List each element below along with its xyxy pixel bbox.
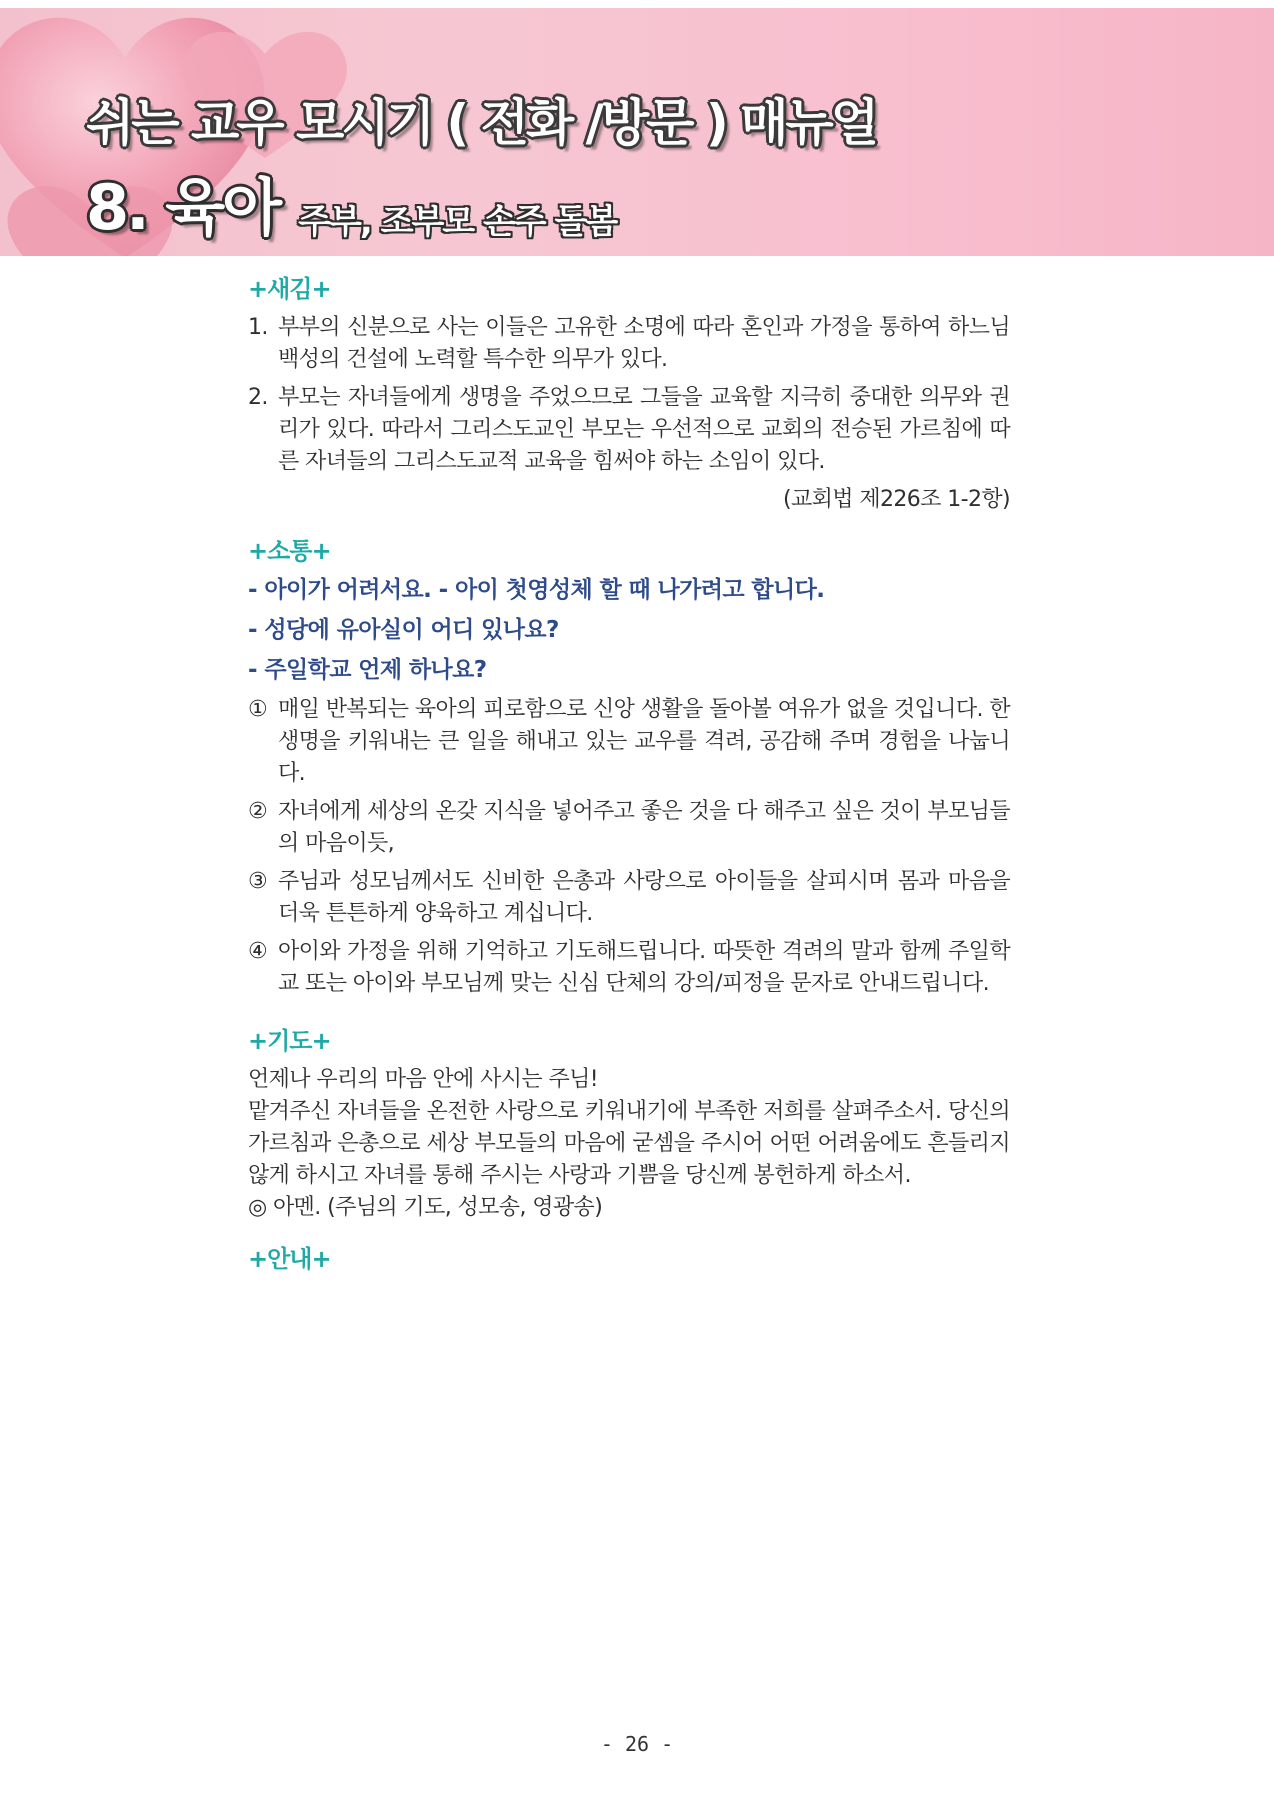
page-number: - 26 - bbox=[600, 1732, 674, 1756]
item-number: ② bbox=[248, 799, 268, 824]
item-text: 매일 반복되는 육아의 피로함으로 신앙 생활을 돌아볼 여유가 없을 것입니다. 한 생명을 키워내는 큰 일을 해내고 있는 교우를 격려, 공감해 주며 경험을 나눕니다. bbox=[278, 697, 1010, 786]
dialogue-line: - 성당에 유아실이 어디 있나요? bbox=[248, 617, 559, 643]
section-spacer bbox=[248, 1224, 1010, 1242]
section-spacer bbox=[248, 1006, 1010, 1024]
section-saegim bbox=[248, 272, 1010, 516]
prayer-closing: ◎ 아멘. (주님의 기도, 성모송, 영광송) bbox=[248, 1195, 603, 1220]
section-heading: +기도+ bbox=[248, 1027, 331, 1055]
item-text: 부부의 신분으로 사는 이들은 고유한 소명에 따라 혼인과 가정을 통하여 하느님 백성의 건설에 노력할 특수한 의무가 있다. bbox=[278, 315, 1010, 372]
header-banner bbox=[0, 8, 1274, 256]
prayer-opening: 언제나 우리의 마음 안에 사시는 주님! bbox=[248, 1067, 598, 1092]
list-item bbox=[248, 866, 1010, 930]
dialogue-line: - 주일학교 언제 하나요? bbox=[248, 657, 487, 683]
list-item bbox=[248, 796, 1010, 860]
main-content bbox=[248, 272, 1010, 1282]
item-number: ③ bbox=[248, 869, 268, 894]
chapter-number: 8. 육아 bbox=[86, 171, 280, 244]
list-item bbox=[248, 694, 1010, 790]
item-number: ① bbox=[248, 697, 268, 722]
page-title: 쉬는 교우 모시기 ( 전화 /방문 ) 매뉴얼 bbox=[86, 94, 877, 152]
section-sotong bbox=[248, 534, 1010, 1000]
item-number: ④ bbox=[248, 939, 268, 964]
prayer-body: 맡겨주신 자녀들을 온전한 사랑으로 키워내기에 부족한 저희를 살펴주소서. 당신의 가르침과 은총으로 세상 부모들의 마음에 굳셈을 주시어 어떤 어려움에도 흔들리지 않게 하시고 자녀를 통해 주시는 사랑과 기쁨을 당신께 봉헌하게 하소서. bbox=[248, 1099, 1010, 1188]
item-text: 부모는 자녀들에게 생명을 주었으므로 그들을 교육할 지극히 중대한 의무와 권리가 있다. 따라서 그리스도교인 부모는 우선적으로 교회의 전승된 가르침에 따른 자녀들의 그리스도교적 교육을 힘써야 하는 소임이 있다. bbox=[278, 385, 1010, 474]
item-text: 자녀에게 세상의 온갖 지식을 넣어주고 좋은 것을 다 해주고 싶은 것이 부모님들의 마음이듯, bbox=[278, 799, 1010, 856]
section-gido bbox=[248, 1024, 1010, 1224]
item-text: 주님과 성모님께서도 신비한 은총과 사랑으로 아이들을 살피시며 몸과 마음을 더욱 튼튼하게 양육하고 계십니다. bbox=[278, 869, 1010, 926]
item-text: 아이와 가정을 위해 기억하고 기도해드립니다. 따뜻한 격려의 말과 함께 주일학교 또는 아이와 부모님께 맞는 신심 단체의 강의/피정을 문자로 안내드립니다. bbox=[278, 939, 1010, 996]
list-item bbox=[248, 382, 1010, 478]
item-number: 1. bbox=[248, 315, 268, 340]
chapter-heading bbox=[86, 158, 616, 247]
section-annae bbox=[248, 1242, 1010, 1276]
list-item bbox=[248, 936, 1010, 1000]
section-heading: +소통+ bbox=[248, 537, 331, 565]
section-heading: +새김+ bbox=[248, 275, 331, 303]
dialogue-line: - 아이가 어려서요. - 아이 첫영성체 할 때 나가려고 합니다. bbox=[248, 577, 825, 603]
chapter-subtitle: 주부, 조부모 손주 돌봄 bbox=[298, 202, 617, 242]
section-heading: +안내+ bbox=[248, 1245, 331, 1273]
list-item bbox=[248, 312, 1010, 376]
item-number: 2. bbox=[248, 385, 268, 410]
citation: (교회법 제226조 1-2항) bbox=[783, 487, 1010, 512]
